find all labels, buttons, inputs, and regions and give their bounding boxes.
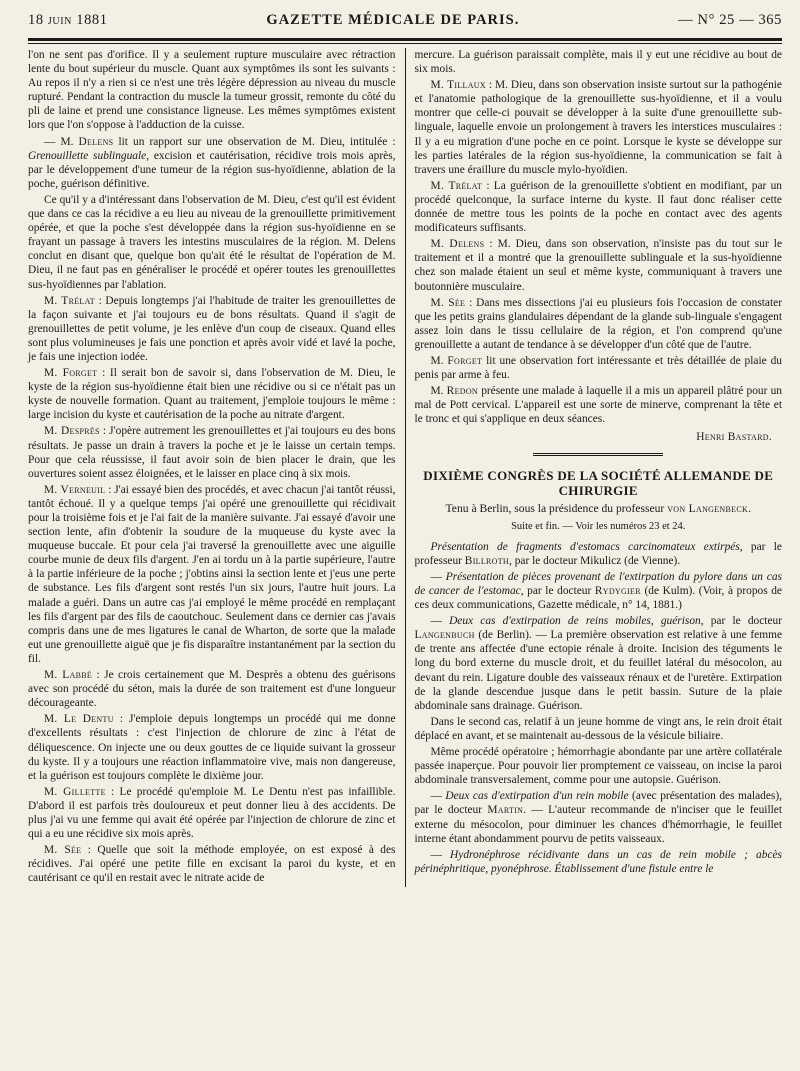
speaker-name: M. Sée [44,844,82,857]
text: — [430,570,446,583]
text: , par le professeur [414,540,782,567]
speaker-name: M. Le Dentu [44,713,114,726]
text: — M. [44,135,79,148]
text: . [748,501,751,515]
text: lit un rapport sur une observation de M. Dieu, intitulée : [113,135,396,148]
left-column [28,48,405,887]
paragraph [28,712,396,782]
text: (de Berlin). — La première observation est relative à une femme de trente ans affectée d'une ectopie rénale à droite. Incision des téguments le long du bord externe du muscle droit, et du feuillet latéral du mésocolon, au devant du rein. Ligature double des vaisseaux rénaux et de l'uretère. Extirpation de la glande descendue jusque dans le petit bassin. Suture de la plaie abdominale sans drainage. Guérison. [414,629,782,712]
text: — [430,848,451,861]
paragraph-text: lit une observation fort intéressante et très détaillée de plaie du penis par arme à feu. [414,354,782,382]
paragraph [415,570,783,612]
paragraph [28,843,396,885]
paragraph-text: Même procédé opératoire ; hémorrhagie abondante par une artère collatérale passée inaperçue. Pour pouvoir lier promptement ce vaisseau, on incise la paroi abdominale transversalement, comme pour une autopsie. Guérison. [414,746,782,787]
paragraph-text: : M. Dieu, dans son observation, n'insiste pas du tout sur le traitement et il a montré que la grenouillette sublinguale et la sus-hyoïdienne chez son malade étaient un seul et même kyste, communiquant à travers une boutonnière musculaire. [414,238,782,293]
paragraph [415,614,783,713]
header-date: 18 juin 1881 [28,12,108,28]
paragraph-text: Dans le second cas, relatif à un jeune homme de vingt ans, le rein droit était déplacé en avant, et se maintenait au-dessous de la vésicule biliaire. [414,715,782,742]
paragraph [415,354,783,382]
paragraph-text: : Il serait bon de savoir si, dans l'observation de M. Dieu, le kyste de la région sus-hyoïdienne était bien une récidive ou si ce n'était pas un kyste de nouvelle formation. Quant au traitement, j'emploie toujours le même : large incision du kyste et cautérisation de la poche au nitrate d'argent. [28,367,396,422]
communication-title: Deux cas d'extirpation d'un rein mobile [445,790,629,803]
speaker-name: Delens [78,135,114,148]
speaker-name: Forget [447,354,483,367]
paragraph-text: : J'ai essayé bien des procédés, et avec chacun j'ai tantôt réussi, tantôt échoué. Il y a quelque temps j'ai opéré une grenouillette qui récidivait pour la troisième fois et je l'ai fait de la manière suivante. J'ai essayé d'avoir une section lente, afin d'obtenir la soudure de la muqueuse du kyste avec la muqueuse buccale. Et pour cela j'ai traversé la grenouillette avec une aiguille courbe munie de deux fils d'argent. J'en ai tordu un à la partie supérieure, l'autre à la partie inférieure de la poche ; j'obtins ainsi la section lente et j'eus une perte de substance. Les fils d'argent sont restés l'un six jours, l'autre huit jours. La malade a guéri. Dans un autre cas j'ai employé le même procédé en remplaçant les fils d'argent par des fils de caoutchouc. Seulement dans ce dernier cas j'avais compris dans une de mes ligatures le canal de Wharton, de sorte que la malade eut une grenouillette aiguë que je fis disparaître instantanément par la section du fil. [28,483,396,665]
author-name: Langenbuch [414,629,475,642]
paragraph [28,48,396,133]
paragraph-text: : Je crois certainement que M. Desprès a obtenu des guérisons avec son procédé du séton, mais la durée de son traitement est d'une longueur décourageante. [28,669,396,710]
president-name: von Langenbeck [667,501,749,515]
speaker-name: M. Trélat [44,294,95,307]
communication-title: Présentation de fragments d'estomacs carcinomateux extirpés [430,540,740,553]
text: Tenu à Berlin, sous la présidence du professeur [445,501,668,515]
paragraph-text: : La guérison de la grenouillette s'obtient en modifiant, par un procédé quelconque, la surface interne du kyste. Il faut donc réaliser cette donnée de mettre tous les points de la poche en contact avec des agents modificateurs suffisants. [414,179,782,235]
paragraph [28,366,396,422]
paragraph-text: : Depuis longtemps j'ai l'habitude de traiter les grenouillettes de la façon suivante et j'ai toujours eu de bons résultats. Quand il s'agit de grenouillettes de petit volume, je les enlève d'un coup de ciseaux. Quand elles sont plus volumineuses je fais une ponction et après avoir vidé et lavé la poche, je fais une injection iodée. [28,294,396,363]
text: , par le docteur [700,615,783,628]
text: , excision et cautérisation, récidive trois mois après, par le développement d'une tumeur de la région sus-hyoïdienne, ablation de la poche, guérison définitive. [28,149,396,190]
paragraph [28,668,396,710]
text: . — L'auteur recommande de n'inciser que le feuillet externe du mésocolon, pour diminuer les chances d'hémorrhagie, le feuillet interne étant abondamment pourvu de petits vaisseaux. [414,804,782,845]
communication-title: Présentation de pièces provenant de l'extirpation du pylore dans un cas de cancer de l'estomac [414,570,782,597]
paragraph [415,540,783,568]
speaker-name: M. Gillette [44,785,106,798]
communication-title: Deux cas d'extirpation de reins mobiles, guérison [449,615,701,628]
text: (de Kulm). (Voir, à propos de ces deux communications, Gazette médicale, n° 14, 1881.) [414,585,782,612]
section-subtitle [415,502,783,516]
paragraph [28,785,396,841]
paragraph-text: : Quelle que soit la méthode employée, on est exposé à des récidives. J'ai opéré une petite fille en excisant la paroi du kyste, et en cautérisant ce qu'il en restait avec le nitrate acide de [28,844,396,885]
text: — [430,615,450,628]
paragraph [28,294,396,364]
paragraph [415,745,783,787]
speaker-name: Redon [446,385,478,398]
paragraph [28,193,396,292]
paragraph-text: Ce qu'il y a d'intéressant dans l'observation de M. Dieu, c'est qu'il est évident que dans ce cas la récidive a eu lieu au niveau de la grenouillette primitivement opérée, et que la poche s'est développée dans la région sus-hyoïdienne en se frayant un passage à travers les intestins musculaires de la région. M. Delens conclut en disant que, quelque bon qu'ait été le résultat de l'opération de M. Dieu, il ne faut pas en généraliser le procédé et opérer toutes les grenouillettes sus-hyoïdiennes par l'ablation. [28,193,396,291]
speaker-name: M. Labbé [44,669,93,682]
paragraph-text: l'on ne sent pas d'orifice. Il y a seulement rupture musculaire avec rétraction lente du bout supérieur du muscle. Quant aux symptômes ils sont les suivants : Au repos il n'y a rien si ce n'est une très légère dépression au niveau du muscle rupturé. Pendant la contraction du muscle la tumeur grossit, remonte du côté du pli de laine et prend une consistance ligneuse. Les mêmes symptômes existent lors que l'on s'oppose à l'adduction de la cuisse. [28,49,396,132]
text: (avec présentation des malades), par le docteur [414,790,782,817]
communication-title: Hydronéphrose récidivante dans un cas de rein mobile ; abcès périnéphritique, pyonéphrose. Établissement d'une fistule entre le [414,848,782,875]
paragraph-text: mercure. La guérison paraissait complète, mais il y eut une récidive au bout de six mois. [414,49,782,76]
section-title: DIXIÈME CONGRÈS DE LA SOCIÉTÉ ALLEMANDE DE CHIRURGIE [423,467,774,498]
page-header [28,12,782,34]
text: , par le docteur [520,585,595,597]
text: M. [430,385,447,398]
paragraph [415,48,783,76]
paragraph [28,424,396,480]
text: , par le docteur Mikulicz (de Vienne). [509,554,681,567]
speaker-name: M. Després [44,425,100,438]
speaker-name: M. Delens [430,238,485,251]
signature: Henri Bastard. [696,431,772,444]
author-name: Billroth [464,554,510,567]
speaker-name: M. Trélat [430,179,483,192]
paragraph-text: présente une malade à laquelle il a mis un appareil plâtré pour un mal de Pott cervical. L'appareil est une sorte de minerve, comprenant la tête et le tronc et qui s'applique en deux séances. [414,385,782,426]
paragraph [415,384,783,426]
paragraph [415,78,783,177]
section-reference: Suite et fin. — Voir les numéros 23 et 24. [511,520,686,532]
header-page-number: — N° 25 — 365 [678,12,782,28]
paragraph-text: : J'opère autrement les grenouillettes et j'ai toujours eu des bons résultats. Je passe un drain à travers la poche et je le laisse un certain temps. Pour que cela réussisse, il faut avoir soin de bien placer le drain, que les ouvertures soient assez éloignées, et le laisser en place cinq à six mois. [28,425,396,480]
speaker-name: M. Verneuil [44,483,106,496]
right-column [405,48,783,887]
paragraph-text: : M. Dieu, dans son observation insiste surtout sur la pathogénie et l'anatomie pathologique de la grenouillette sus-hyoïdienne, et il a voulu montrer que celle-ci pouvait se développer à la suite d'une grenouillette sub-linguale, laquelle envoie un prolongement à travers les interstices musculaires : Il y a eu migration d'une poche en ce point. Lorsque le kyste se développe sur les parties latérales de la région sus-hyoïdienne, la communication se fait à travers une éraillure du muscle mylo-hyoïdien. [414,79,782,176]
paragraph [415,715,783,743]
speaker-name: M. Tillaux [430,79,486,92]
header-title: GAZETTE MÉDICALE DE PARIS. [266,12,520,28]
speaker-name: M. Sée [430,296,466,309]
paragraph-text: : Dans mes dissections j'ai eu plusieurs fois l'occasion de constater que les petits grains glandulaires dépendant de la glande sub-linguale s'engagent assez loin dans le tissu cellulaire de la région, et l'on comprend qu'une grenouillette a autant de tendance à se développer d'un côté que de l'autre. [414,296,782,351]
paragraph-text: : Le procédé qu'emploie M. Le Dentu n'est pas infaillible. D'abord il est parfois très douloureux et peut donner lieu à des accidents. De plus j'ai vu une femme qui avait été opérée par l'injection de chlorure de zinc et qui a eu une récidive six mois après. [28,785,396,841]
paragraph [28,483,396,666]
observation-title: Grenouillette sublinguale [28,149,147,162]
paragraph [415,237,783,293]
paragraph [415,179,783,235]
section-separator [533,453,663,456]
paragraph [415,296,783,352]
author-name: Rydygier [594,585,641,597]
speaker-name: M. Forget [44,367,98,380]
paragraph [415,789,783,845]
text: — [430,790,446,803]
header-rule-thin [28,43,782,44]
author-name: Martin [487,804,524,817]
text: M. [430,354,448,367]
header-rule-thick [28,38,782,41]
paragraph [28,135,396,191]
paragraph [415,848,783,876]
paragraph-text: : J'emploie depuis longtemps un procédé qui me donne d'excellents résultats : c'est l'injection de chlorure de zinc à l'état de déliquescence. On injecte une ou deux gouttes de ce liquide suivant la grosseur du kyste. Il y a toujours une réaction inflammatoire vive, mais non dangereuse, et la guérison est toujours complète le dixième jour. [28,713,396,782]
columns [28,48,782,887]
